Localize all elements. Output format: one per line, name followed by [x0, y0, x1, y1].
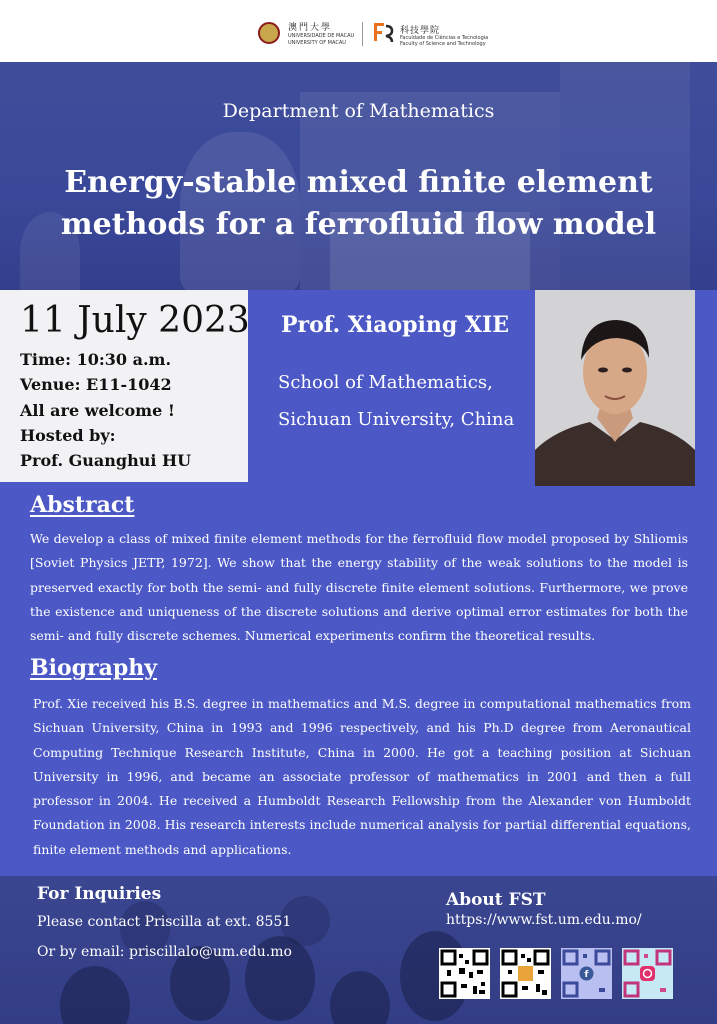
speaker-name: Prof. Xiaoping XIE: [281, 312, 510, 338]
speaker-affiliation-line1: School of Mathematics,: [278, 372, 493, 393]
event-welcome: All are welcome !: [20, 401, 175, 420]
um-chinese-name: 澳門大學: [288, 23, 333, 33]
inquiries-contact: Please contact Priscilla at ext. 8551: [37, 914, 292, 930]
talk-title-line1: Energy-stable mixed finite element: [64, 165, 653, 200]
about-fst-heading: About FST: [446, 890, 546, 910]
department-name: Department of Mathematics: [222, 100, 495, 122]
abstract-heading: Abstract: [30, 492, 135, 518]
host-name: Prof. Guanghui HU: [20, 451, 192, 470]
talk-title: [0, 162, 717, 246]
inquiries-heading: For Inquiries: [37, 884, 162, 904]
wechat-qr-icon[interactable]: [500, 948, 551, 999]
inquiries-email[interactable]: Or by email: priscillalo@um.edu.mo: [37, 944, 292, 960]
hero-banner: [0, 62, 717, 290]
facebook-qr-icon[interactable]: [561, 948, 612, 999]
hosted-by-label: Hosted by:: [20, 426, 116, 445]
um-seal-icon: [258, 22, 280, 44]
speaker-affiliation-line2: Sichuan University, China: [278, 409, 515, 430]
fst-portuguese-name: Faculdade de Ciências e Tecnologia: [400, 35, 489, 41]
svg-text:f: f: [584, 970, 589, 980]
fst-english-name: Faculty of Science and Technology: [400, 41, 486, 47]
logo-header: [0, 0, 717, 62]
speaker-photo: [535, 290, 695, 486]
qr-code-icon[interactable]: [439, 948, 490, 999]
talk-title-line2: methods for a ferrofluid flow model: [60, 207, 657, 242]
um-english-name: UNIVERSITY OF MACAU: [288, 40, 346, 46]
biography-text: Prof. Xie received his B.S. degree in mathematics and M.S. degree in computational mathematics from Sichuan University, China in 1993 and 1996 respectively, and his Ph.D degree from Aeronautical Computing Technique Research Institute, China in 2000. He got a teaching position at Sichuan University in 1996, and became an associate professor of mathematics in 2001 and then a full professor in 2004. He received a Humboldt Research Fellowship from the Alexander von Humboldt Foundation in 2008. His research interests include numerical analysis for partial differential equations, finite element methods and applications.: [33, 696, 691, 857]
instagram-qr-icon[interactable]: [622, 948, 673, 999]
fst-chinese-name: 科技學院: [400, 26, 441, 36]
logo-divider: [362, 22, 363, 46]
event-date: 11 July 2023: [20, 300, 250, 341]
fst-logo-icon: [372, 20, 396, 46]
event-venue: Venue: E11-1042: [20, 375, 172, 394]
abstract-text: We develop a class of mixed finite element methods for the ferrofluid flow model proposed by Shliomis [Soviet Physics JETP, 1972]. We show that the energy stability of the weak solutions to the model is preserved exactly for both the semi- and fully discrete finite element solutions. Furthermore, we prove the existence and uniqueness of the discrete solutions and derive optimal error estimates for both the semi- and fully discrete schemes. Numerical experiments confirm the theoretical results.: [30, 531, 688, 644]
um-portuguese-name: UNIVERSIDADE DE MACAU: [288, 33, 355, 39]
biography-heading: Biography: [30, 655, 158, 681]
fst-website-link[interactable]: https://www.fst.um.edu.mo/: [446, 912, 642, 928]
event-time: Time: 10:30 a.m.: [20, 350, 172, 369]
